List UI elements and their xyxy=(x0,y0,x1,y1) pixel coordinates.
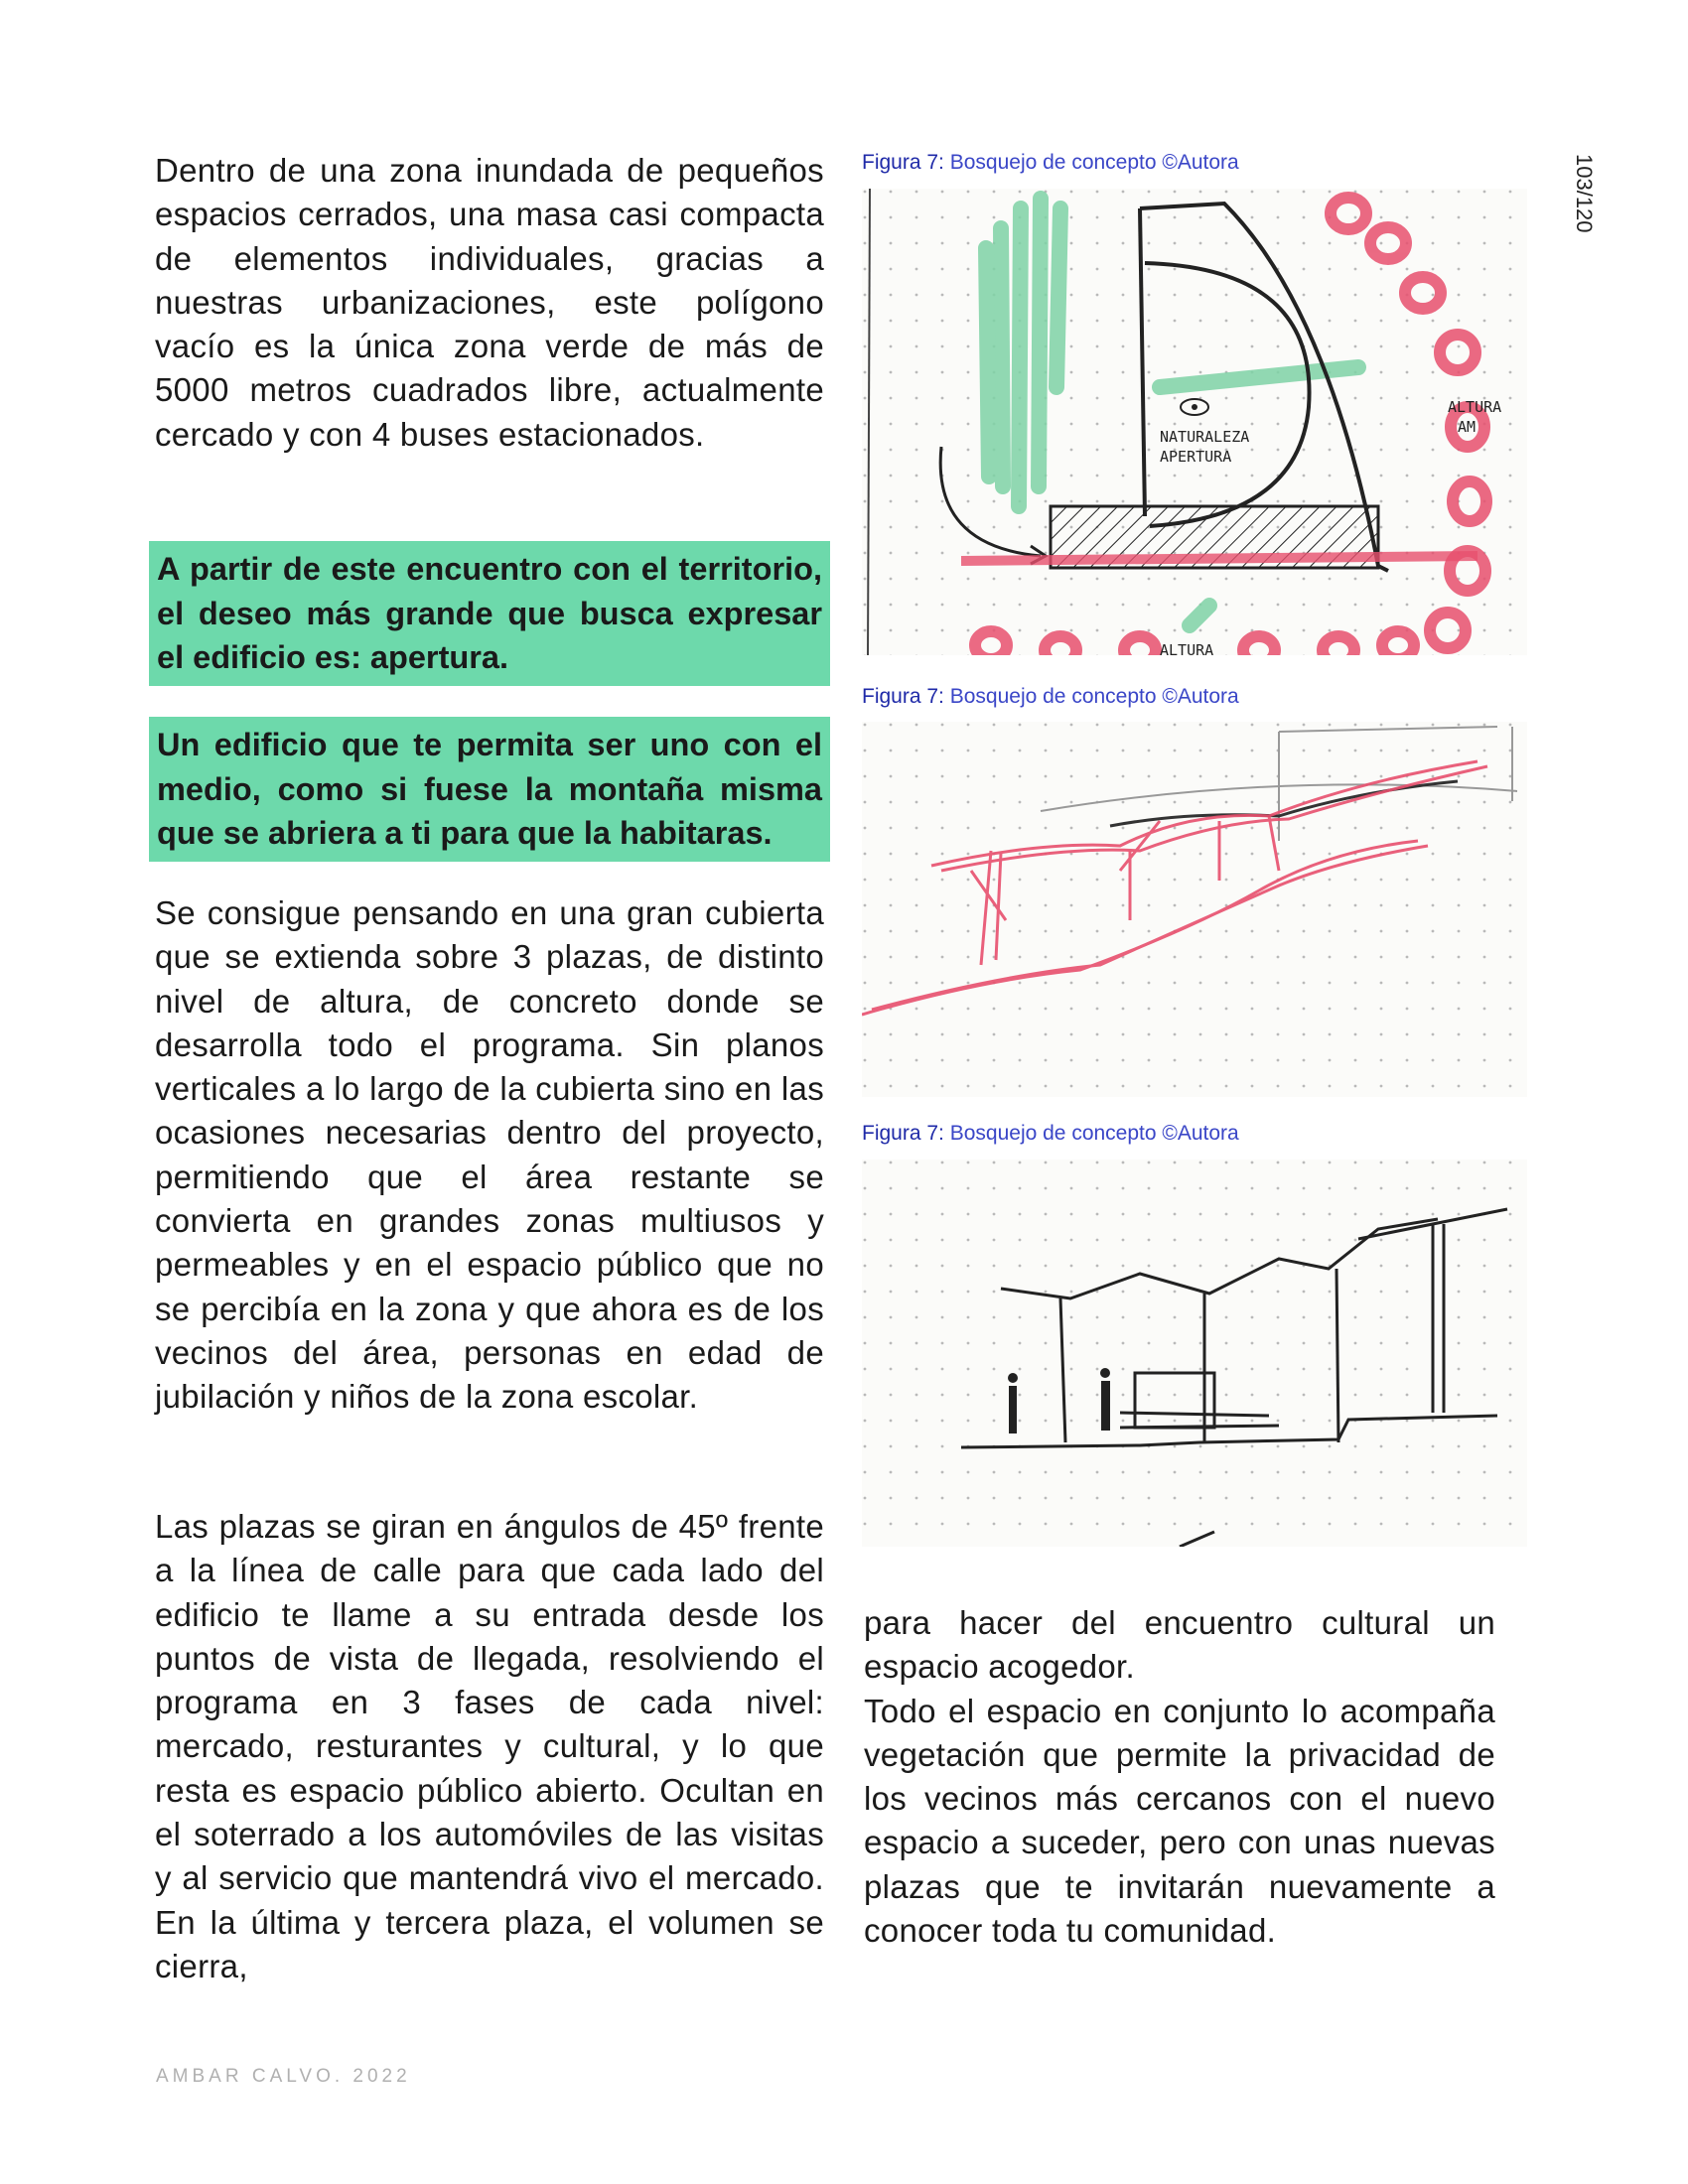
footer-author: AMBAR CALVO. 2022 xyxy=(156,2066,411,2087)
annotation-altura-bottom: ALTURA xyxy=(1160,641,1214,655)
figure-2-text: Bosquejo de concepto ©Autora xyxy=(949,685,1239,708)
concept-sketch-section xyxy=(862,722,1527,1097)
figure-1-sketch xyxy=(862,189,1527,655)
paragraph-intro: Dentro de una zona inundada de pequeños espacios cerrados, una masa casi compacta de elementos individuales, gracias a nuestras urbanizaciones, este polígono vacío es la única zona verde de más de 5000 metros cuadrados libre, actualmente cercado y con 4 buses estacionados. xyxy=(155,152,824,453)
left-column xyxy=(155,149,824,457)
figure-3-caption xyxy=(862,1122,1239,1146)
paragraph-acogedor: para hacer del encuentro cultural un espacio acogedor. xyxy=(864,1604,1495,1686)
left-column-body-2 xyxy=(155,1505,824,1988)
annotation-altura: ALTURA xyxy=(1448,398,1502,416)
paragraph-cubierta: Se consigue pensando en una gran cubierta que se extienda sobre 3 plazas, de distinto nivel de altura, de concreto donde se desarrolla todo el programa. Sin planos verticales a lo largo de la cubierta sino en las ocasiones necesarias dentro del proyecto, permitiendo que el área restante se convierta en grandes zonas multiusos y permeables y en el espacio público que no se percibía en la zona y que ahora es de los vecinos del área, personas en edad de jubilación y niños de la zona escolar. xyxy=(155,894,824,1416)
figure-3-sketch xyxy=(862,1160,1527,1547)
paragraph-plazas: Las plazas se giran en ángulos de 45º frente a la línea de calle para que cada lado del edificio te llame a su entrada desde los puntos de vista de llegada, resolviendo el programa en 3 fases de cada nivel: mercado, resturantes y cultural, y lo que resta es espacio público abierto. Ocultan en el soterrado a los automóviles de las visitas y al servicio que mantendrá vivo el mercado. En la última y tercera plaza, el volumen se cierra, xyxy=(155,1508,824,1984)
figure-1-label: Figura 7: xyxy=(862,151,944,174)
concept-sketch-plan xyxy=(862,189,1527,655)
paragraph-vegetacion: Todo el espacio en conjunto lo acompaña vegetación que permite la privacidad de los vecinos más cercanos con el nuevo espacio a suceder, pero con unas nuevas plazas que te invitarán nuevamente a conocer toda tu comunidad. xyxy=(864,1692,1495,1950)
figure-2-caption xyxy=(862,685,1239,709)
figure-3-label: Figura 7: xyxy=(862,1122,944,1145)
annotation-am: AM xyxy=(1458,418,1477,436)
annotation-apertura: APERTURA xyxy=(1160,448,1232,466)
figure-3-text: Bosquejo de concepto ©Autora xyxy=(949,1122,1239,1145)
left-column-body xyxy=(155,891,824,1420)
page-number: 103/120 xyxy=(1572,154,1597,233)
figure-1-text: Bosquejo de concepto ©Autora xyxy=(949,151,1239,174)
figure-2-label: Figura 7: xyxy=(862,685,944,708)
figure-2-sketch xyxy=(862,722,1527,1097)
right-column xyxy=(864,1601,1495,1953)
annotation-naturaleza: NATURALEZA xyxy=(1160,428,1250,446)
figure-1-caption xyxy=(862,151,1239,175)
highlight-quote-2: Un edificio que te permita ser uno con el medio, como si fuese la montaña misma que se abriera a ti para que la habitaras. xyxy=(149,717,830,862)
concept-sketch-elevation xyxy=(862,1160,1527,1547)
highlight-quote-1: A partir de este encuentro con el territorio, el deseo más grande que busca expresar el edificio es: apertura. xyxy=(149,541,830,686)
